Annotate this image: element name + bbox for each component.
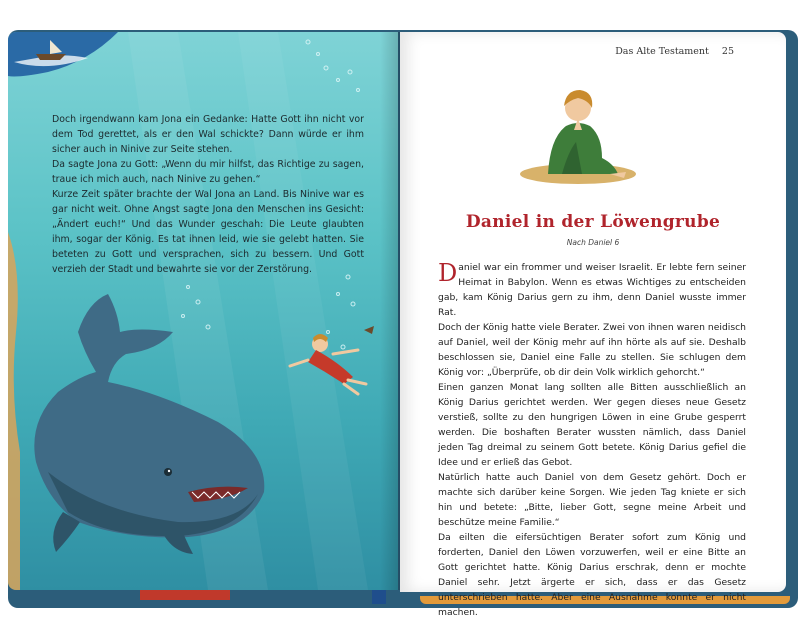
right-paragraph: Doch der König hatte viele Berater. Zwei von ihnen waren neidisch auf Daniel, weil der König mehr auf ihn hörte als auf sie. Deshalb beschlossen sie, Daniel eine Falle zu stellen. Sie schlugen dem König vor: „Überprüfe, ob dir dein Volk wirklich gehorcht.“ [438, 322, 746, 378]
left-page-text [52, 112, 364, 277]
drop-cap: D [438, 259, 458, 287]
story-source: Nach Daniel 6 [566, 238, 620, 247]
bookmark-ribbon [372, 590, 386, 604]
first-paragraph [438, 260, 746, 320]
left-paragraph: Kurze Zeit später brachte der Wal Jona an Land. Bis Ninive war es gar nicht weit. Ohne Angst sagte Jona den Menschen ins Gesicht: „Ändert euch!“ Und das Wunder geschah: Die Leute glaubten ihm, sogar der König. Es tat ihnen leid, wie sie gelebt hatten. Sie beteten zu Gott und versprachen, sich zu bessern. Und Gott verzieh der Stadt und bewahrte sie vor der Zerstörung. [52, 189, 364, 275]
right-page-text [438, 260, 746, 620]
running-head [615, 46, 734, 57]
left-paragraph: Da sagte Jona zu Gott: „Wenn du mir hilfst, das Richtige zu sagen, traue ich mich auch, nach Ninive zu gehen.“ [52, 159, 364, 185]
right-paragraph: Natürlich hatte auch Daniel von dem Gesetz gehört. Doch er machte sich darüber keine Sorgen. Wie jeden Tag kniete er sich hin und betete: „Bitte, lieber Gott, segne meine Arbeit und beschütze meine Familie.“ [438, 472, 746, 528]
left-page [8, 32, 398, 590]
right-paragraph: Einen ganzen Monat lang sollten alle Bitten ausschließlich an König Darius gerichtet werden. Wer gegen dieses neue Gesetz verstieß, sollte zu den hungrigen Löwen in eine Grube gesperrt werden. Die boshaften Berater wussten nämlich, dass Daniel jeden Tag dreimal zu seinem Gott betete. König Darius gefiel die Idee und er erließ das Gebot. [438, 382, 746, 468]
page-number: 25 [721, 46, 734, 57]
first-paragraph-text: aniel war ein frommer und weiser Israelit. Er lebte fern seiner Heimat in Babylon. Wenn es etwas Wichtiges zu entscheiden gab, kam König Darius gern zu ihm, denn Daniel wusste immer Rat. [438, 262, 746, 318]
section-title: Das Alte Testament [615, 46, 709, 57]
left-paragraph: Doch irgendwann kam Jona ein Gedanke: Hatte Gott ihn nicht vor dem Tod gerettet, als er den Wal schickte? Dann würde er ihm sicher auch in Ninive zur Seite stehen. [52, 114, 364, 155]
praying-daniel-illustration [518, 78, 638, 188]
right-page [400, 32, 786, 618]
cover-edge-red [140, 590, 230, 600]
boat-icon [8, 32, 118, 77]
story-title: Daniel in der Löwengrube [465, 212, 721, 232]
right-paragraph: Da eilten die eifersüchtigen Berater sofort zum König und forderten, Daniel den Löwen vorzuwerfen, weil er eine Bitte an Gott gerichtet hatte. König Darius erschrak, denn er mochte Daniel sehr. Jetzt ärgerte er sich, dass er das Gesetz unterschrieben hatte. Aber eine Ausnahme konnte er nicht machen. [438, 532, 746, 618]
